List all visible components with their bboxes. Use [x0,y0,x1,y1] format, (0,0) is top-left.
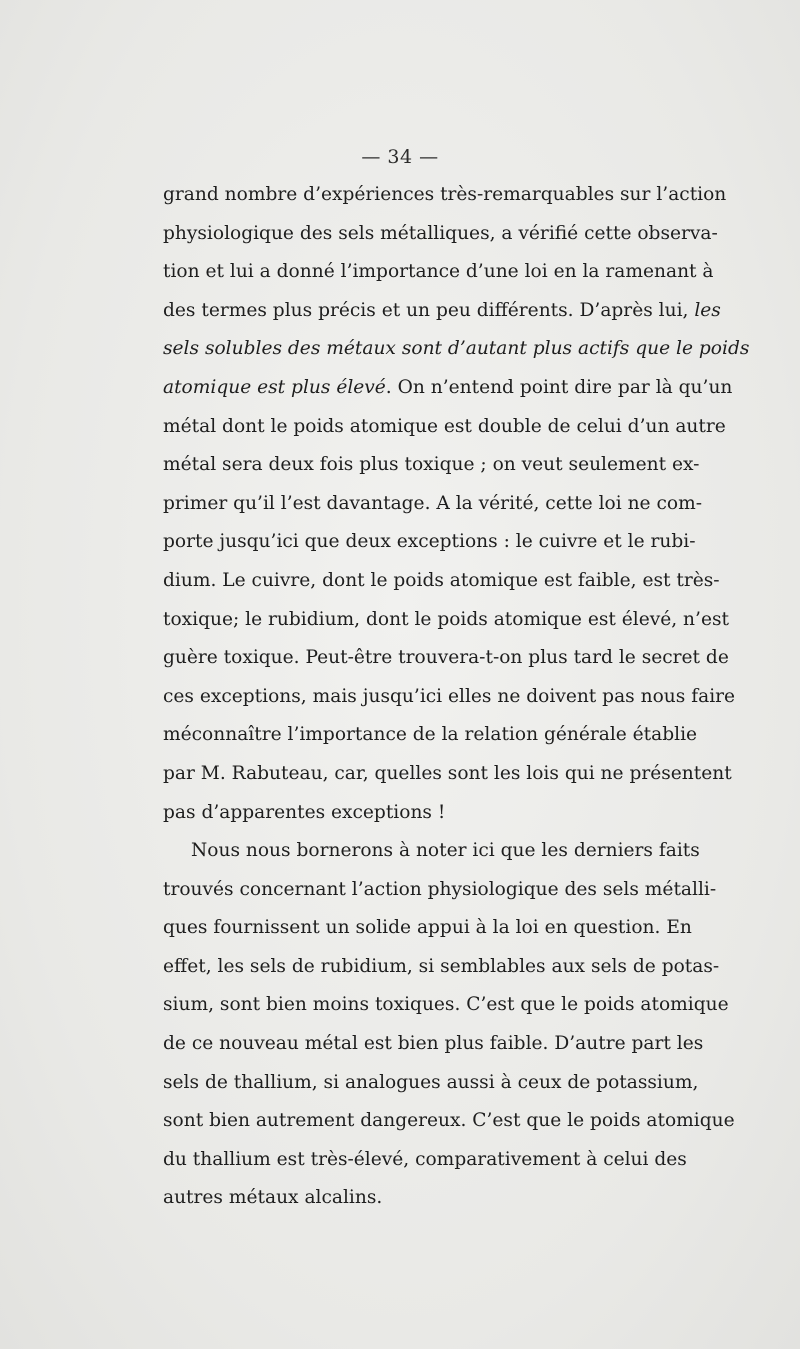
text-line [163,485,702,524]
text-line [163,253,714,292]
text-line [163,523,696,562]
text-line [163,832,700,871]
text-segment: pas d’apparentes exceptions ! [163,801,446,823]
text-segment: Nous nous bornerons à noter ici que les derniers faits [191,840,700,862]
text-line [163,755,732,794]
text-line [163,639,729,678]
italic-text-segment: les [694,299,721,321]
text-segment: métal dont le poids atomique est double de celui d’un autre [163,415,726,437]
text-segment: ces exceptions, mais jusqu’ici elles ne doivent pas nous faire [163,685,736,707]
text-line [163,292,721,331]
text-line [163,562,720,601]
text-line [163,1141,687,1180]
text-segment: des termes plus précis et un peu différents. D’après lui, [163,299,695,321]
page-number: — 34 — [361,146,439,168]
text-segment: toxique; le rubidium, dont le poids atomique est élevé, n’est [163,608,729,630]
text-segment: ques fournissent un solide appui à la loi en question. En [163,917,692,939]
text-segment: trouvés concernant l’action physiologique des sels métalli- [163,878,717,900]
text-line [163,330,750,369]
text-segment: grand nombre d’expériences très-remarquables sur l’action [163,184,727,205]
text-line [163,716,698,755]
text-line [163,1025,704,1064]
text-line [163,871,717,910]
text-line [163,948,720,987]
text-segment: par M. Rabuteau, car, quelles sont les lois qui ne présentent [163,762,732,784]
text-line [163,986,729,1025]
italic-text-segment: atomique est plus élevé [163,376,386,398]
text-segment: du thallium est très-élevé, comparativement à celui des [163,1148,687,1170]
text-line [163,215,718,254]
body-text [163,176,750,1218]
text-segment: effet, les sels de rubidium, si semblables aux sels de potas- [163,955,720,977]
text-line [163,1064,699,1103]
text-segment: tion et lui a donné l’importance d’une loi en la ramenant à [163,261,714,283]
text-line [163,369,733,408]
text-segment: métal sera deux fois plus toxique ; on veut seulement ex- [163,454,700,476]
text-line [163,446,700,485]
text-line [163,176,727,215]
text-segment: de ce nouveau métal est bien plus faible. D’autre part les [163,1033,704,1055]
italic-text-segment: sels solubles des métaux sont d’autant plus actifs que le poids [163,338,750,360]
text-segment: sium, sont bien moins toxiques. C’est que le poids atomique [163,994,729,1016]
text-segment: sont bien autrement dangereux. C’est que le poids atomique [163,1110,735,1132]
text-segment: guère toxique. Peut-être trouvera-t-on plus tard le secret de [163,647,729,669]
text-line [163,601,729,640]
text-segment: primer qu’il l’est davantage. A la vérité, cette loi ne com- [163,492,702,514]
text-line [163,794,679,833]
text-line [163,678,736,717]
text-segment: autres métaux alcalins. [163,1187,383,1209]
text-line [163,408,726,447]
text-segment: porte jusqu’ici que deux exceptions : le cuivre et le rubi- [163,531,696,553]
text-line [163,909,692,948]
text-segment: dium. Le cuivre, dont le poids atomique est faible, est très- [163,569,720,591]
text-line [163,1102,735,1141]
text-segment: sels de thallium, si analogues aussi à ceux de potassium, [163,1071,699,1093]
text-segment: méconnaître l’importance de la relation générale établie [163,724,698,746]
text-segment: . On n’entend point dire par là qu’un [385,376,733,398]
text-line [163,1179,679,1218]
text-segment: physiologique des sels métalliques, a vérifié cette observa- [163,222,718,244]
